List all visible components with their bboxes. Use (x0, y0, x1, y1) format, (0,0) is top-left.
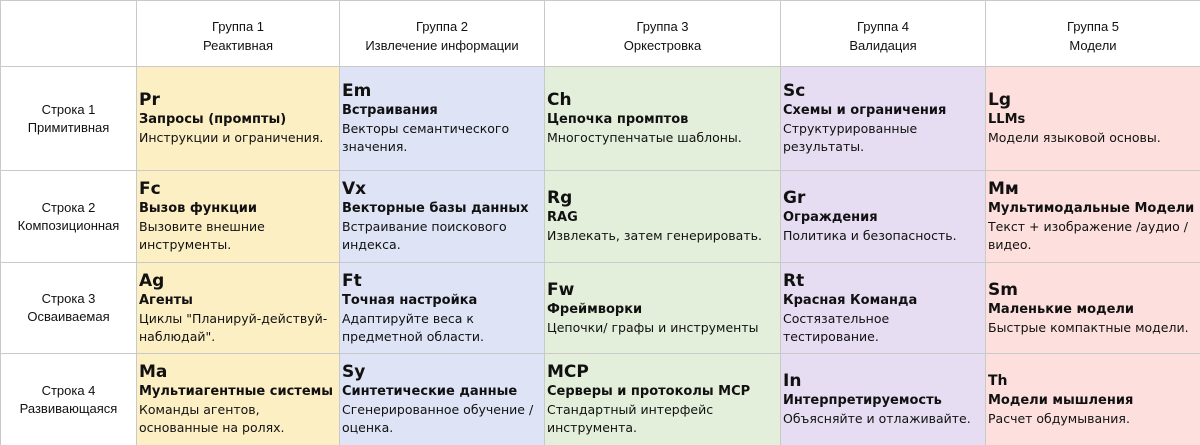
element-name: Красная Команда (783, 292, 918, 308)
element-name: Агенты (139, 292, 193, 308)
element-description: Циклы "Планируй-действуй-наблюдай". (139, 310, 328, 344)
element-symbol: Em (342, 81, 372, 101)
element-description: Стандартный интерфейс инструмента. (547, 402, 714, 435)
row-header-4 (1, 354, 137, 445)
row-header-number: Строка 3 (41, 291, 96, 306)
element-description: Адаптируйте веса к предметной области. (342, 310, 485, 344)
element-cell-fc (137, 171, 340, 263)
element-symbol: Sy (342, 362, 366, 382)
element-name: Векторные базы данных (342, 201, 529, 216)
column-header-group-5 (986, 1, 1200, 67)
element-cell-mcp (545, 354, 781, 445)
header-row (1, 1, 1200, 67)
row-header-number: Строка 4 (41, 382, 96, 398)
element-symbol: Rt (783, 270, 805, 291)
element-description: Инструкции и ограничения. (139, 130, 324, 145)
table-row-1 (1, 67, 1200, 171)
table-row-3 (1, 263, 1200, 354)
column-header-number: Группа 2 (415, 18, 469, 34)
element-symbol: Lg (988, 90, 1012, 110)
element-cell-ma (137, 354, 340, 445)
element-cell-fw (545, 263, 781, 354)
column-header-number: Группа 3 (636, 18, 689, 34)
column-header-title: Реактивная (203, 37, 273, 53)
column-header-number: Группа 5 (1066, 18, 1120, 34)
element-name: Серверы и протоколы MCP (547, 384, 751, 399)
element-cell-vx (340, 171, 545, 263)
element-description: Цепочки/ графы и инструменты (547, 319, 759, 335)
element-cell-ft (340, 263, 545, 354)
element-symbol: Pr (139, 90, 160, 110)
element-description: Объясняйте и отлаживайте. (783, 411, 971, 426)
element-symbol: Ag (139, 270, 165, 291)
element-name: Точная настройка (342, 292, 478, 308)
element-name: Встраивания (342, 103, 438, 118)
row-header-3 (1, 263, 137, 354)
element-description: Быстрые компактные модели. (988, 319, 1189, 335)
element-name: Схемы и ограничения (783, 103, 947, 118)
element-name: Ограждения (783, 210, 878, 225)
element-name: Цепочка промптов (547, 112, 689, 127)
element-description: Сгенерированное обучение / оценка. (342, 402, 534, 435)
element-description: Модели языковой основы. (988, 130, 1161, 145)
element-symbol: Rg (547, 188, 573, 208)
element-symbol: Vx (342, 179, 367, 199)
element-name: Интерпретируемость (783, 393, 942, 408)
element-cell-sy (340, 354, 545, 445)
row-header-1 (1, 67, 137, 171)
element-cell-rg (545, 171, 781, 263)
element-cell-mm (986, 171, 1200, 263)
column-header-group-1 (137, 1, 340, 67)
element-description: Расчет обдумывания. (988, 411, 1130, 426)
element-cell-rt (781, 263, 986, 354)
element-description: Вызовите внешние инструменты. (139, 219, 265, 252)
element-description: Политика и безопасность. (783, 228, 957, 243)
column-header-title: Валидация (849, 37, 917, 53)
element-symbol: Th (988, 373, 1008, 389)
element-symbol: Gr (783, 188, 806, 208)
element-cell-th (986, 354, 1200, 445)
element-cell-in (781, 354, 986, 445)
row-header-title: Развивающаяся (19, 400, 118, 416)
element-name: Мультимодальные Модели (988, 201, 1195, 216)
element-name: Модели мышления (988, 393, 1134, 408)
element-symbol: Fw (547, 279, 575, 300)
element-description: Структурированные результаты. (783, 121, 918, 154)
element-cell-lg (986, 67, 1200, 171)
element-symbol: Ma (139, 362, 168, 382)
element-cell-sc (781, 67, 986, 171)
table-row-2 (1, 171, 1200, 263)
element-description: Многоступенчатые шаблоны. (547, 130, 742, 145)
element-symbol: Sc (783, 81, 806, 101)
row-header-title: Композиционная (17, 217, 120, 233)
element-name: LLMs (988, 112, 1026, 127)
element-symbol: Ch (547, 90, 572, 110)
column-header-group-2 (340, 1, 545, 67)
column-header-group-4 (781, 1, 986, 67)
element-description: Извлекать, затем генерировать. (547, 228, 762, 243)
column-header-title: Извлечение информации (365, 37, 519, 53)
element-cell-sm (986, 263, 1200, 354)
element-name: RAG (547, 210, 578, 225)
element-description: Встраивание поискового индекса. (342, 219, 507, 252)
element-name: Синтетические данные (342, 384, 518, 399)
element-description: Текст + изображение /аудио / видео. (988, 219, 1188, 252)
row-header-2 (1, 171, 137, 263)
element-name: Вызов функции (139, 201, 257, 216)
element-cell-em (340, 67, 545, 171)
element-cell-gr (781, 171, 986, 263)
element-description: Векторы семантического значения. (342, 121, 510, 154)
element-cell-pr (137, 67, 340, 171)
element-name: Маленькие модели (988, 301, 1135, 317)
element-symbol: Sm (988, 279, 1018, 300)
column-header-title: Модели (1069, 37, 1117, 53)
element-name: Фреймворки (547, 301, 643, 317)
element-description: Состязательное тестирование. (783, 310, 890, 344)
row-header-number: Строка 1 (41, 101, 96, 117)
row-header-number: Строка 2 (41, 199, 96, 215)
table-row-4 (1, 354, 1200, 445)
column-header-group-3 (545, 1, 781, 67)
row-header-title: Примитивная (27, 119, 110, 135)
element-cell-ag (137, 263, 340, 354)
element-symbol: Fc (139, 179, 161, 199)
column-header-number: Группа 4 (856, 18, 910, 34)
element-name: Мультиагентные системы (139, 384, 334, 399)
element-symbol: Ft (342, 270, 362, 291)
element-description: Команды агентов, основанные на ролях. (139, 402, 285, 435)
element-name: Запросы (промпты) (139, 112, 287, 127)
row-header-title: Осваиваемая (27, 309, 110, 324)
element-symbol: Mм (988, 179, 1019, 199)
element-symbol: MCP (547, 362, 589, 382)
column-header-title: Оркестровка (623, 37, 702, 53)
element-symbol: In (783, 371, 802, 391)
corner-cell (1, 1, 137, 67)
element-cell-ch (545, 67, 781, 171)
column-header-number: Группа 1 (211, 18, 265, 34)
